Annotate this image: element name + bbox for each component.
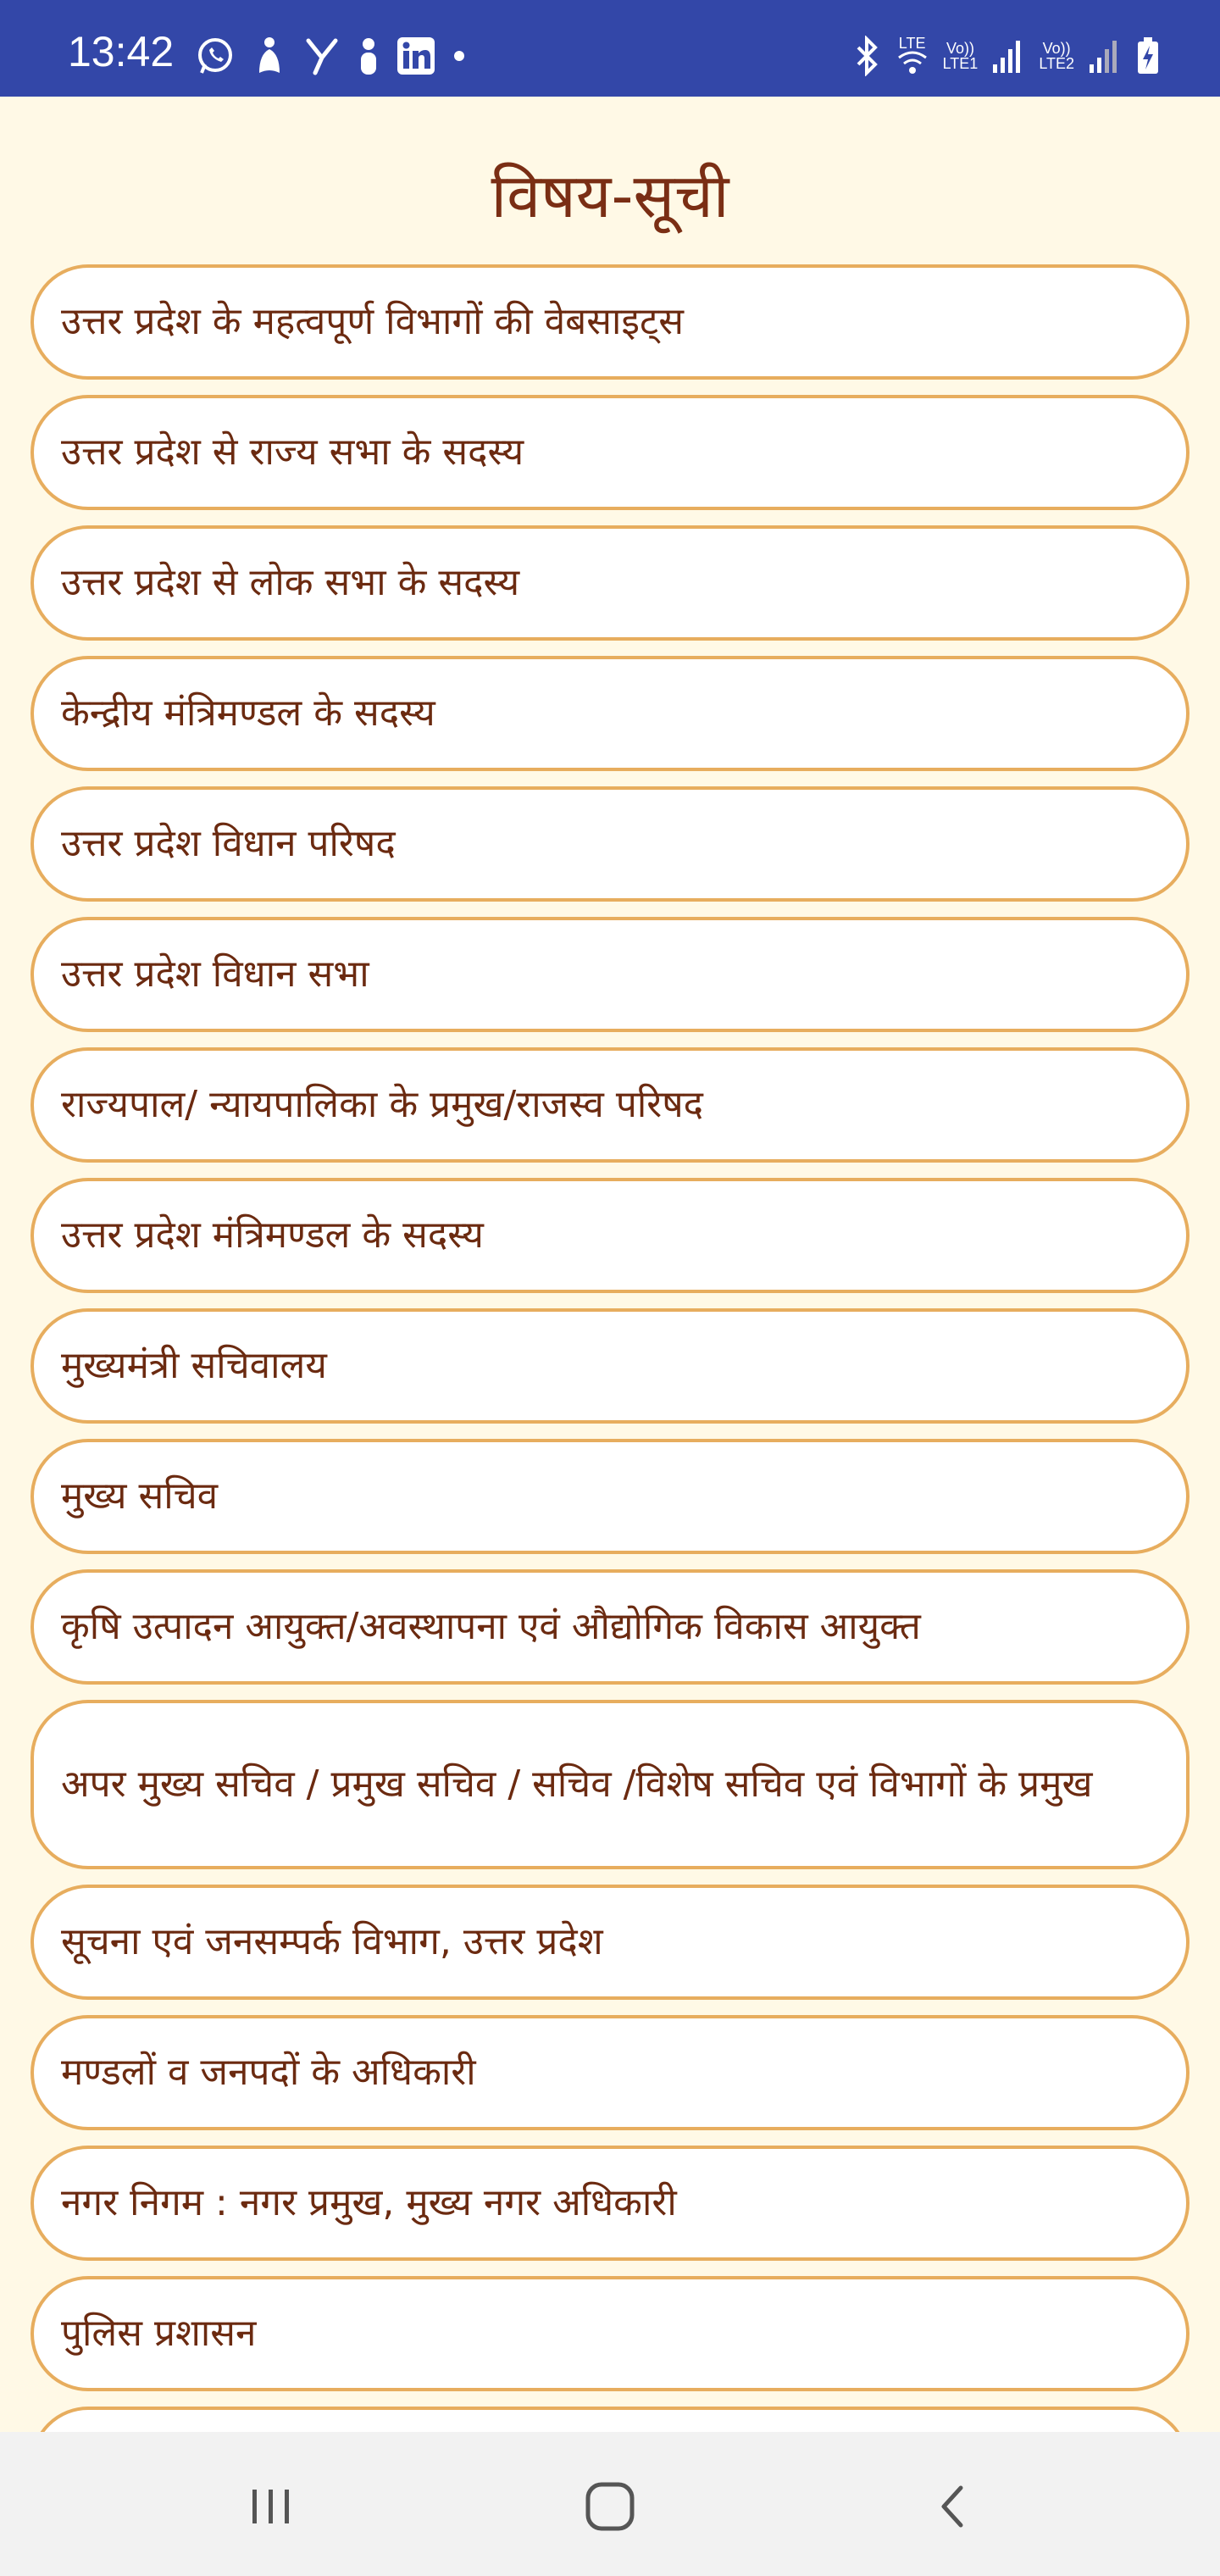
menu-item-cm-secretariat[interactable] [30,1308,1190,1424]
menu-item-police-administration[interactable] [30,2276,1190,2391]
menu-item-label: उत्तर प्रदेश विधान परिषद [61,822,396,865]
notification-icons [195,34,483,78]
volte-lte1-icon: Vo)) LTE1 [942,40,979,72]
menu-item-governor-judiciary[interactable] [30,1047,1190,1163]
status-bar [0,0,1220,97]
menu-item-label: उत्तर प्रदेश से राज्य सभा के सदस्य [61,430,524,474]
menu-item-label: मुख्यमंत्री सचिवालय [61,1344,327,1387]
home-button[interactable] [568,2466,652,2551]
menu-item-secretaries[interactable] [30,1700,1190,1869]
menu-item-agri-commissioner[interactable] [30,1569,1190,1685]
menu-item-state-cabinet[interactable] [30,1178,1190,1293]
menu-item-label: पुलिस प्रशासन [61,2312,257,2355]
menu-item-label: राज्यपाल/ न्यायपालिका के प्रमुख/राजस्व परिषद [61,1083,704,1126]
linkedin-icon [396,36,435,75]
page-title: विषय-सूची [491,160,729,231]
menu-item-information-dept[interactable] [30,1885,1190,2000]
dot-icon [451,47,468,64]
menu-item-partial[interactable] [30,2407,1190,2432]
menu-item-division-district-officers[interactable] [30,2015,1190,2130]
back-button[interactable] [912,2466,996,2551]
battery-charging-icon [1135,36,1161,76]
menu-item-rajya-sabha[interactable] [30,395,1190,510]
menu-item-label: नगर निगम : नगर प्रमुख, मुख्य नगर अधिकारी [61,2181,677,2224]
back-icon [929,2481,979,2535]
y-icon [303,36,341,76]
bluetooth-icon [851,36,882,76]
app-icon [251,36,288,76]
menu-item-lok-sabha[interactable] [30,525,1190,641]
person-icon [356,36,381,76]
menu-item-legislative-assembly[interactable] [30,917,1190,1032]
menu-item-legislative-council[interactable] [30,786,1190,902]
signal1-icon [991,37,1025,75]
menu-item-label: उत्तर प्रदेश से लोक सभा के सदस्य [61,561,520,604]
menu-item-chief-secretary[interactable] [30,1439,1190,1554]
menu-item-label: उत्तर प्रदेश विधान सभा [61,952,369,996]
navigation-bar [0,2432,1220,2576]
recent-apps-icon [246,2481,297,2535]
system-icons [838,31,1161,81]
whatsapp-icon [195,36,236,76]
menu-item-municipal-corporation[interactable] [30,2146,1190,2261]
menu-item-label: सूचना एवं जनसम्पर्क विभाग, उत्तर प्रदेश [61,1920,603,1963]
menu-item-label: कृषि उत्पादन आयुक्त/अवस्थापना एवं औद्योगिक विकास आयुक्त [61,1605,921,1648]
menu-item-label: मण्डलों व जनपदों के अधिकारी [61,2051,476,2094]
menu-list [30,264,1190,2432]
menu-item-label: उत्तर प्रदेश मंत्रिमण्डल के सदस्य [61,1213,484,1257]
menu-item-label: केन्द्रीय मंत्रिमण्डल के सदस्य [61,691,435,735]
home-icon [583,2479,637,2537]
menu-item-websites[interactable] [30,264,1190,380]
volte-lte2-icon: Vo)) LTE2 [1039,40,1074,72]
menu-item-label: उत्तर प्रदेश के महत्वपूर्ण विभागों की वेबसाइट्स [61,300,684,343]
lte-wifi-icon: LTE [896,36,929,76]
menu-item-central-cabinet[interactable] [30,656,1190,771]
status-time: 13:42 [68,28,175,75]
signal2-icon [1088,37,1122,75]
recent-apps-button[interactable] [229,2466,313,2551]
menu-item-label: अपर मुख्य सचिव / प्रमुख सचिव / सचिव /विशेष सचिव एवं विभागों के प्रमुख [61,1763,1093,1806]
menu-item-label: मुख्य सचिव [61,1474,219,1518]
content-area[interactable] [0,97,1220,2432]
